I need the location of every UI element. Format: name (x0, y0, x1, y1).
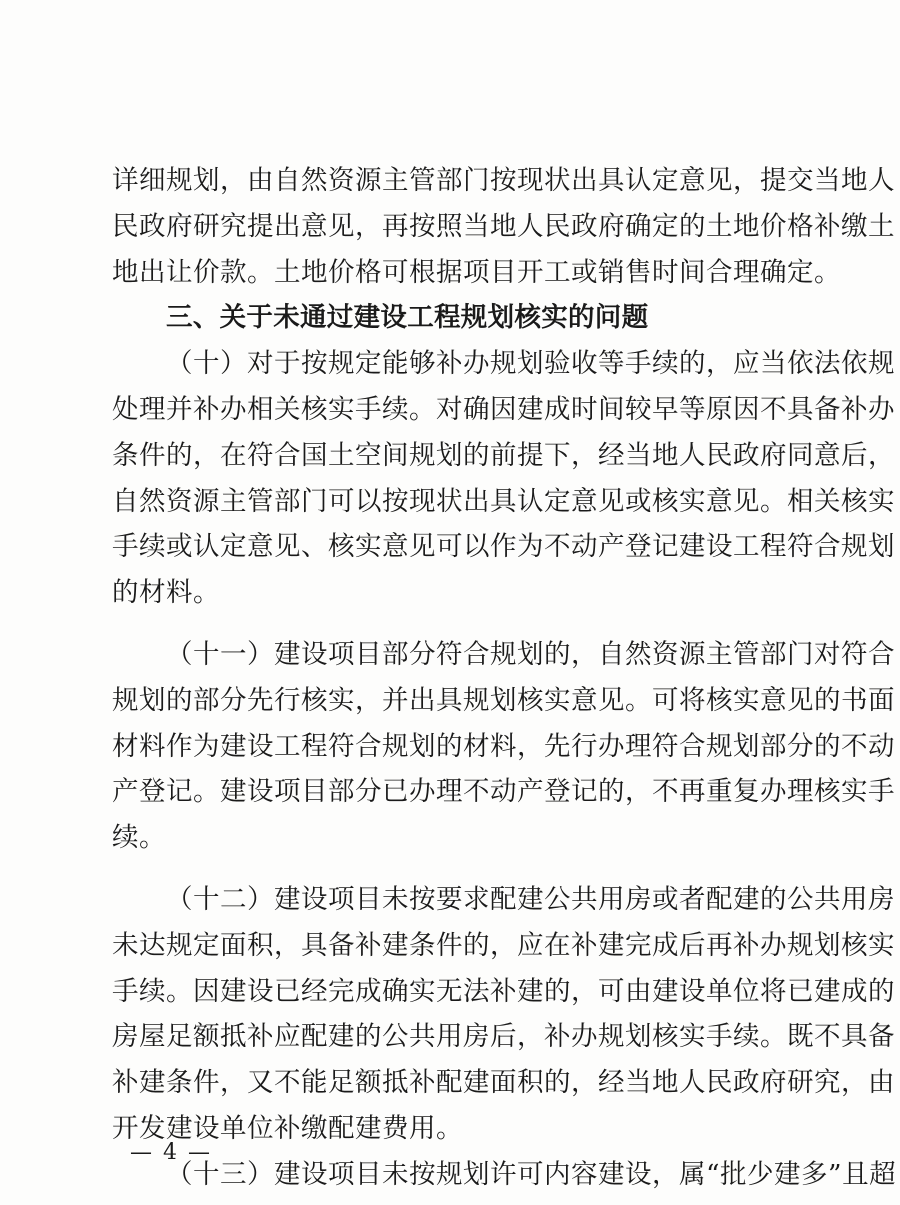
text-line: 条件的，在符合国土空间规划的前提下，经当地人民政府同意后， (112, 439, 895, 471)
text-line: 手续或认定意见、核实意见可以作为不动产登记建设工程符合规划 (112, 531, 895, 563)
text-line: 详细规划，由自然资源主管部门按现状出具认定意见，提交当地人 (112, 165, 895, 196)
page-number: — 4 — (130, 1140, 212, 1165)
text-line: 的材料。 (112, 577, 220, 609)
text-line: 开发建设单位补缴配建费用。 (112, 1112, 463, 1144)
text-line: 规划的部分先行核实，并出具规划核实意见。可将核实意见的书面 (112, 684, 895, 716)
text-line: 自然资源主管部门可以按现状出具认定意见或核实意见。相关核实 (112, 485, 895, 517)
text-line: 补建条件，又不能足额抵补配建面积的，经当地人民政府研究，由 (112, 1067, 895, 1099)
text-line: 地出让价款。土地价格可根据项目开工或销售时间合理确定。 (112, 256, 841, 288)
text-line: （十）对于按规定能够补办规划验收等手续的，应当依法依规 (166, 348, 895, 380)
text-line: 材料作为建设工程符合规划的材料，先行办理符合规划部分的不动 (112, 730, 895, 762)
text-line: 手续。因建设已经完成确实无法补建的，可由建设单位将已建成的 (112, 975, 895, 1007)
text-line: 产登记。建设项目部分已办理不动产登记的，不再重复办理核实手 (112, 776, 895, 808)
text-line: （十二）建设项目未按要求配建公共用房或者配建的公共用房 (166, 883, 895, 915)
text-line: 民政府研究提出意见，再按照当地人民政府确定的土地价格补缴土 (112, 210, 895, 242)
document-body (112, 158, 897, 1198)
text-line: （十一）建设项目部分符合规划的，自然资源主管部门对符合 (166, 638, 895, 670)
text-line: 续。 (112, 822, 166, 854)
text-line: 房屋足额抵补应配建的公共用房后，补办规划核实手续。既不具备 (112, 1021, 895, 1053)
text-line: （十三）建设项目未按规划许可内容建设，属“批少建多”且超 (166, 1158, 897, 1190)
text-line: 未达规定面积，具备补建条件的，应在补建完成后再补办规划核实 (112, 929, 895, 961)
text-line: 处理并补办相关核实手续。对确因建成时间较早等原因不具备补办 (112, 393, 895, 425)
section-heading: 三、关于未通过建设工程规划核实的问题 (166, 302, 649, 334)
